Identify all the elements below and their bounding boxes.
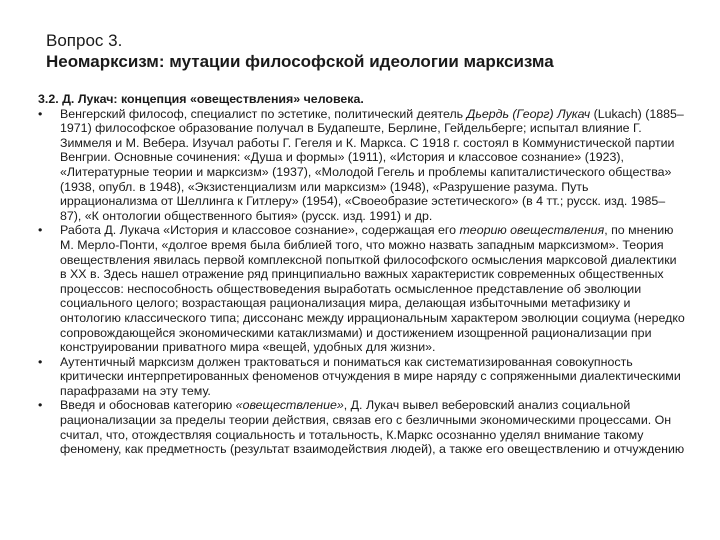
bullet-item-biography xyxy=(38,107,686,224)
bullet-icon: • xyxy=(38,106,43,121)
bullet-icon: • xyxy=(38,398,43,413)
bullet-icon: • xyxy=(38,223,43,238)
bullet-list xyxy=(38,107,686,457)
bullet-text: Введя и обосновав категорию xyxy=(60,398,236,413)
bullet-icon: • xyxy=(38,354,43,369)
title-line-question: Вопрос 3. xyxy=(46,31,123,50)
slide-title xyxy=(46,30,686,72)
bullet-item-reification-category xyxy=(38,398,686,456)
bullet-emphasis: Дьердь (Георг) Лукач xyxy=(466,106,591,121)
bullet-text-cont: , по мнению М. Мерло-Понти, «долгое время была библией того, что можно назвать западным марксизмом». Теория овеществления явилась первой комплексной попыткой философского осмысления марксовой диалектики в XX в. Здесь нашел отражение ряд принципиально важных характеристик современных общественных процессов: неспособность обществоведения выработать осмысленное представление об эволюции социального целого; возрастающая рационализация мира, делающая избыточными метафизику и онтологию классического типа; диссонанс между иррациональным характером эволюции социума (нередко сопровождающейся экономическими катаклизмами) и достижением изощренной рационализации при конструировании приватного мира «вещей, удобных для жизни». xyxy=(60,223,685,355)
title-line-topic: Неомарксизм: мутации философской идеологии марксизма xyxy=(46,52,554,71)
bullet-emphasis: «овеществление» xyxy=(235,398,344,413)
section-heading: 3.2. Д. Лукач: концепция «овеществления» человека. xyxy=(38,92,364,106)
bullet-text: Работа Д. Лукача «История и классовое сознание», содержащая его xyxy=(60,223,460,238)
bullet-item-authentic-marxism xyxy=(38,355,686,399)
bullet-text-cont: , Д. Лукач вывел веберовский анализ социальной рационализации за пределы теории действия, связав его с безличными экономическими процессами. Он считал, что, отождествляя социальность и тотальность, К.Маркс осознанно уделял внимание такому феномену, как предметность (результат взаимодействия людей), а также его овеществлению и отчуждению xyxy=(60,398,685,457)
bullet-text: Аутентичный марксизм должен трактоваться и пониматься как систематизированная совокупность критически интерпретированных феноменов отчуждения в мире наряду с сопряженными диалектическими парафразами на эту тему. xyxy=(60,354,681,398)
bullet-text-cont: (Lukach) (1885–1971) философское образование получал в Будапеште, Берлине, Гейдельберге; испытал влияние Г. Зиммеля и М. Вебера. Изучал работы Г. Гегеля и К. Маркса. С 1918 г. состоял в Коммунистической партии Венгрии. Основные сочинения: «Душа и формы» (1911), «История и классовое сознание» (1923), «Литературные теории и марксизм» (1937), «Молодой Гегель и проблемы капиталистического общества» (1938, опубл. в 1948), «Экзистенциализм или марксизм» (1948), «Разрушение разума. Путь иррационализма от Шеллинга к Гитлеру» (1954), «Своеобразие эстетического» (в 4 тт.; русск. изд. 1985–87), «К онтологии общественного бытия» (русск. изд. 1991) и др. xyxy=(60,106,684,223)
bullet-emphasis: теорию овеществления xyxy=(459,223,605,238)
slide-body xyxy=(38,92,686,457)
bullet-item-reification-theory xyxy=(38,223,686,354)
bullet-text: Венгерский философ, специалист по эстетике, политический деятель xyxy=(60,106,467,121)
